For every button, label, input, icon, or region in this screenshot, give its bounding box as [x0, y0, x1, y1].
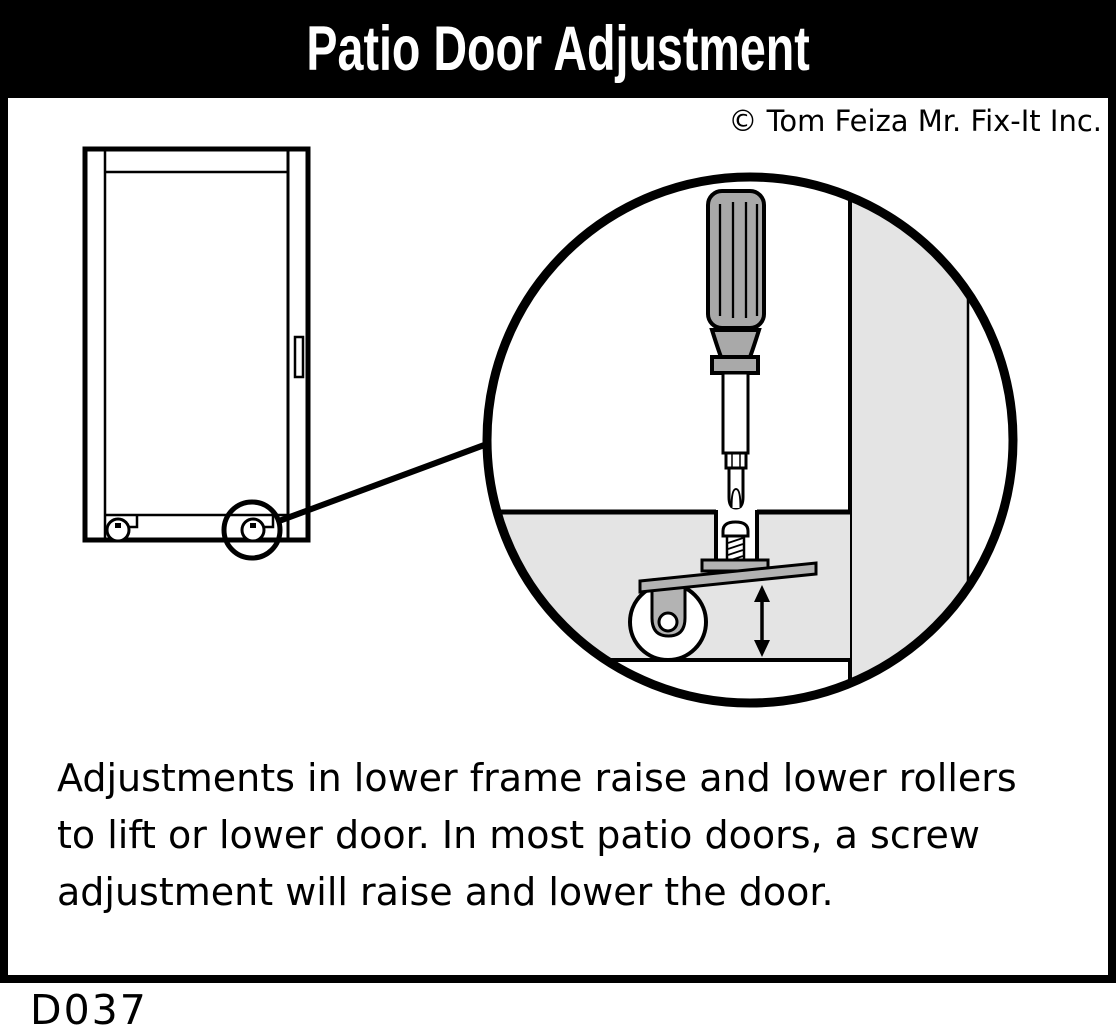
door-roller-left-screw [115, 523, 121, 528]
screwdriver-collar [726, 453, 746, 468]
caption-line: Adjustments in lower frame raise and lower rollers [57, 756, 1017, 800]
caption-line: to lift or lower door. In most patio doors, a screw [57, 813, 980, 857]
door-roller-right-screw [250, 523, 256, 528]
door-roller-left [107, 519, 129, 541]
screwdriver-ferrule [712, 357, 758, 373]
door-roller-right [242, 519, 264, 541]
screw-head [723, 522, 748, 536]
page-title: Patio Door Adjustment [306, 14, 810, 84]
caption-text [57, 750, 1087, 921]
patio-door-elevation [85, 149, 308, 541]
screwdriver-blade-notch [732, 489, 741, 508]
screwdriver-shank [723, 373, 748, 453]
caption-line: adjustment will raise and lower the door. [57, 870, 834, 914]
door-jamb [850, 170, 968, 715]
magnified-roller-adjustment [483, 170, 1013, 715]
roller-hub [659, 613, 677, 631]
copyright-text: © Tom Feiza Mr. Fix-It Inc. [728, 104, 1102, 138]
screwdriver-handle [708, 191, 764, 328]
door-handle [295, 337, 303, 377]
door-outer-frame [85, 149, 308, 540]
figure-code: D037 [30, 986, 148, 1031]
screwdriver-neck [712, 330, 759, 357]
